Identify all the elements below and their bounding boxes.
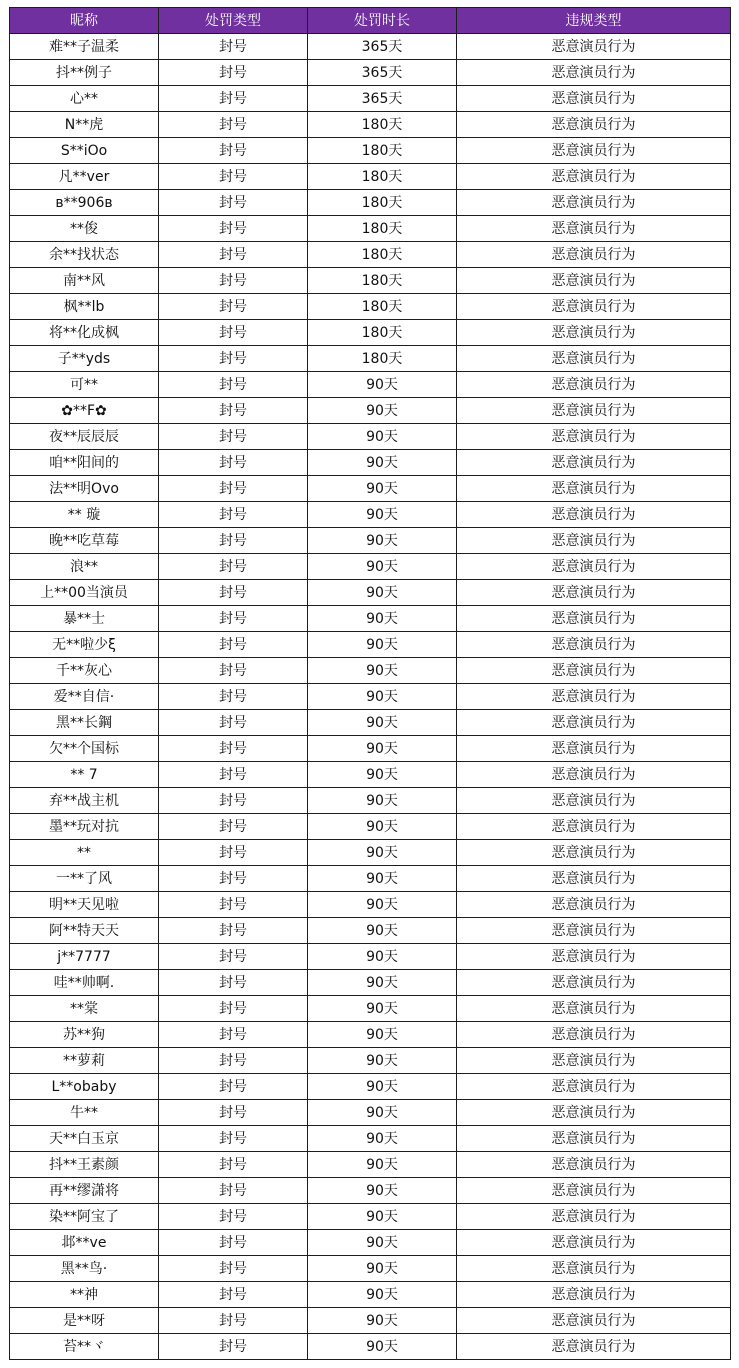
cell-nickname: 黑**长鋼 <box>10 710 159 736</box>
cell-violation-type: 恶意演员行为 <box>457 840 731 866</box>
cell-nickname: **俊 <box>10 216 159 242</box>
header-nickname: 昵称 <box>10 8 159 34</box>
table-row <box>10 1100 731 1126</box>
penalty-table <box>9 7 731 1360</box>
cell-violation-type: 恶意演员行为 <box>457 112 731 138</box>
cell-nickname: 天**白玉京 <box>10 1126 159 1152</box>
cell-nickname: ** 7 <box>10 762 159 788</box>
cell-violation-type: 恶意演员行为 <box>457 1152 731 1178</box>
cell-nickname: 哇**帅啊. <box>10 970 159 996</box>
cell-nickname: ✿**F✿ <box>10 398 159 424</box>
cell-penalty-duration: 90天 <box>308 814 457 840</box>
cell-penalty-type: 封号 <box>159 190 308 216</box>
table-row <box>10 710 731 736</box>
table-row <box>10 996 731 1022</box>
cell-violation-type: 恶意演员行为 <box>457 1022 731 1048</box>
cell-violation-type: 恶意演员行为 <box>457 1204 731 1230</box>
cell-penalty-duration: 90天 <box>308 528 457 554</box>
header-row <box>10 8 731 34</box>
cell-penalty-type: 封号 <box>159 346 308 372</box>
cell-penalty-type: 封号 <box>159 944 308 970</box>
cell-nickname: 爱**自信· <box>10 684 159 710</box>
table-row <box>10 528 731 554</box>
cell-penalty-duration: 90天 <box>308 1100 457 1126</box>
cell-penalty-duration: 90天 <box>308 762 457 788</box>
cell-nickname: 苏**狗 <box>10 1022 159 1048</box>
cell-penalty-duration: 90天 <box>308 892 457 918</box>
cell-penalty-duration: 90天 <box>308 372 457 398</box>
cell-penalty-type: 封号 <box>159 970 308 996</box>
cell-violation-type: 恶意演员行为 <box>457 918 731 944</box>
cell-violation-type: 恶意演员行为 <box>457 866 731 892</box>
cell-penalty-type: 封号 <box>159 580 308 606</box>
cell-violation-type: 恶意演员行为 <box>457 1126 731 1152</box>
cell-penalty-duration: 90天 <box>308 1334 457 1360</box>
cell-penalty-duration: 90天 <box>308 788 457 814</box>
cell-nickname: 再**缪潇将 <box>10 1178 159 1204</box>
cell-nickname: S**iOo <box>10 138 159 164</box>
cell-violation-type: 恶意演员行为 <box>457 658 731 684</box>
cell-penalty-type: 封号 <box>159 606 308 632</box>
cell-violation-type: 恶意演员行为 <box>457 684 731 710</box>
cell-penalty-duration: 90天 <box>308 866 457 892</box>
table-row <box>10 372 731 398</box>
cell-penalty-duration: 90天 <box>308 684 457 710</box>
table-row <box>10 684 731 710</box>
table-row <box>10 450 731 476</box>
cell-penalty-duration: 90天 <box>308 658 457 684</box>
cell-penalty-type: 封号 <box>159 814 308 840</box>
table-row <box>10 320 731 346</box>
cell-violation-type: 恶意演员行为 <box>457 944 731 970</box>
cell-penalty-type: 封号 <box>159 268 308 294</box>
cell-violation-type: 恶意演员行为 <box>457 788 731 814</box>
cell-penalty-type: 封号 <box>159 476 308 502</box>
cell-nickname: 法**明Ovo <box>10 476 159 502</box>
cell-penalty-duration: 90天 <box>308 1152 457 1178</box>
cell-nickname: 浪** <box>10 554 159 580</box>
cell-violation-type: 恶意演员行为 <box>457 346 731 372</box>
cell-penalty-duration: 180天 <box>308 268 457 294</box>
cell-violation-type: 恶意演员行为 <box>457 164 731 190</box>
cell-penalty-type: 封号 <box>159 242 308 268</box>
cell-penalty-type: 封号 <box>159 554 308 580</box>
cell-penalty-type: 封号 <box>159 1100 308 1126</box>
header-violation-type: 违规类型 <box>457 8 731 34</box>
cell-penalty-duration: 90天 <box>308 996 457 1022</box>
cell-penalty-type: 封号 <box>159 1334 308 1360</box>
cell-nickname: 难**子温柔 <box>10 34 159 60</box>
cell-violation-type: 恶意演员行为 <box>457 1100 731 1126</box>
cell-nickname: 千**灰心 <box>10 658 159 684</box>
cell-penalty-duration: 90天 <box>308 1126 457 1152</box>
cell-violation-type: 恶意演员行为 <box>457 372 731 398</box>
cell-penalty-type: 封号 <box>159 1230 308 1256</box>
table-row <box>10 268 731 294</box>
cell-nickname: 明**天见啦 <box>10 892 159 918</box>
cell-penalty-type: 封号 <box>159 892 308 918</box>
cell-penalty-type: 封号 <box>159 424 308 450</box>
table-header <box>10 8 731 34</box>
cell-penalty-duration: 180天 <box>308 138 457 164</box>
cell-violation-type: 恶意演员行为 <box>457 1178 731 1204</box>
table-row <box>10 788 731 814</box>
table-row <box>10 814 731 840</box>
table-row <box>10 554 731 580</box>
cell-penalty-duration: 90天 <box>308 1204 457 1230</box>
cell-nickname: 将**化成枫 <box>10 320 159 346</box>
cell-violation-type: 恶意演员行为 <box>457 1230 731 1256</box>
cell-violation-type: 恶意演员行为 <box>457 996 731 1022</box>
cell-violation-type: 恶意演员行为 <box>457 1074 731 1100</box>
table-row <box>10 1178 731 1204</box>
cell-penalty-type: 封号 <box>159 632 308 658</box>
cell-violation-type: 恶意演员行为 <box>457 242 731 268</box>
table-row <box>10 1282 731 1308</box>
table-row <box>10 164 731 190</box>
cell-violation-type: 恶意演员行为 <box>457 970 731 996</box>
cell-penalty-type: 封号 <box>159 502 308 528</box>
table-row <box>10 606 731 632</box>
cell-penalty-type: 封号 <box>159 112 308 138</box>
cell-nickname: L**obaby <box>10 1074 159 1100</box>
table-row <box>10 34 731 60</box>
cell-penalty-type: 封号 <box>159 320 308 346</box>
cell-penalty-type: 封号 <box>159 1048 308 1074</box>
cell-nickname: 邶**ve <box>10 1230 159 1256</box>
cell-penalty-type: 封号 <box>159 34 308 60</box>
table-body <box>10 34 731 1360</box>
cell-nickname: 上**00当演员 <box>10 580 159 606</box>
table-row <box>10 1126 731 1152</box>
table-row <box>10 112 731 138</box>
table-row <box>10 398 731 424</box>
header-penalty-type: 处罚类型 <box>159 8 308 34</box>
cell-nickname: 心** <box>10 86 159 112</box>
cell-penalty-duration: 90天 <box>308 1282 457 1308</box>
cell-penalty-duration: 90天 <box>308 580 457 606</box>
cell-penalty-type: 封号 <box>159 528 308 554</box>
table-row <box>10 424 731 450</box>
cell-violation-type: 恶意演员行为 <box>457 476 731 502</box>
cell-nickname: ** 璇 <box>10 502 159 528</box>
table-row <box>10 1334 731 1360</box>
cell-penalty-duration: 90天 <box>308 918 457 944</box>
cell-violation-type: 恶意演员行为 <box>457 294 731 320</box>
cell-penalty-type: 封号 <box>159 918 308 944</box>
cell-nickname: 夜**辰辰辰 <box>10 424 159 450</box>
cell-violation-type: 恶意演员行为 <box>457 710 731 736</box>
cell-penalty-type: 封号 <box>159 840 308 866</box>
cell-penalty-type: 封号 <box>159 1074 308 1100</box>
cell-violation-type: 恶意演员行为 <box>457 554 731 580</box>
cell-penalty-type: 封号 <box>159 86 308 112</box>
cell-violation-type: 恶意演员行为 <box>457 762 731 788</box>
cell-penalty-duration: 365天 <box>308 86 457 112</box>
cell-nickname: **神 <box>10 1282 159 1308</box>
table-row <box>10 1256 731 1282</box>
cell-violation-type: 恶意演员行为 <box>457 580 731 606</box>
cell-violation-type: 恶意演员行为 <box>457 216 731 242</box>
cell-penalty-duration: 180天 <box>308 294 457 320</box>
cell-penalty-type: 封号 <box>159 1126 308 1152</box>
cell-penalty-duration: 365天 <box>308 34 457 60</box>
cell-nickname: 无**啦少ξ <box>10 632 159 658</box>
cell-penalty-type: 封号 <box>159 866 308 892</box>
table-row <box>10 840 731 866</box>
cell-violation-type: 恶意演员行为 <box>457 1048 731 1074</box>
cell-penalty-type: 封号 <box>159 372 308 398</box>
cell-penalty-type: 封号 <box>159 710 308 736</box>
table-row <box>10 1022 731 1048</box>
cell-violation-type: 恶意演员行为 <box>457 892 731 918</box>
cell-violation-type: 恶意演员行为 <box>457 606 731 632</box>
table-row <box>10 580 731 606</box>
table-row <box>10 216 731 242</box>
cell-penalty-type: 封号 <box>159 1256 308 1282</box>
cell-violation-type: 恶意演员行为 <box>457 268 731 294</box>
table-row <box>10 1308 731 1334</box>
table-row <box>10 892 731 918</box>
cell-penalty-duration: 180天 <box>308 346 457 372</box>
penalty-table-container <box>9 7 730 1360</box>
cell-penalty-duration: 90天 <box>308 398 457 424</box>
cell-penalty-type: 封号 <box>159 450 308 476</box>
table-row <box>10 190 731 216</box>
cell-nickname: N**虎 <box>10 112 159 138</box>
table-row <box>10 294 731 320</box>
cell-violation-type: 恶意演员行为 <box>457 1308 731 1334</box>
table-row <box>10 1074 731 1100</box>
cell-nickname: 可** <box>10 372 159 398</box>
cell-nickname: 晚**吃草莓 <box>10 528 159 554</box>
cell-penalty-duration: 180天 <box>308 112 457 138</box>
table-row <box>10 138 731 164</box>
cell-penalty-duration: 90天 <box>308 606 457 632</box>
cell-penalty-duration: 90天 <box>308 1048 457 1074</box>
cell-nickname: j**7777 <box>10 944 159 970</box>
cell-violation-type: 恶意演员行为 <box>457 1334 731 1360</box>
cell-violation-type: 恶意演员行为 <box>457 502 731 528</box>
cell-violation-type: 恶意演员行为 <box>457 814 731 840</box>
cell-nickname: 染**阿宝了 <box>10 1204 159 1230</box>
cell-nickname: 苔**ヾ <box>10 1334 159 1360</box>
cell-penalty-duration: 90天 <box>308 970 457 996</box>
cell-violation-type: 恶意演员行为 <box>457 424 731 450</box>
header-penalty-duration: 处罚时长 <box>308 8 457 34</box>
table-row <box>10 866 731 892</box>
cell-penalty-duration: 90天 <box>308 476 457 502</box>
table-row <box>10 242 731 268</box>
table-row <box>10 1204 731 1230</box>
cell-nickname: 抖**王素颜 <box>10 1152 159 1178</box>
cell-penalty-duration: 90天 <box>308 632 457 658</box>
cell-nickname: **萝莉 <box>10 1048 159 1074</box>
cell-violation-type: 恶意演员行为 <box>457 736 731 762</box>
cell-nickname: 弃**战主机 <box>10 788 159 814</box>
cell-penalty-duration: 365天 <box>308 60 457 86</box>
cell-violation-type: 恶意演员行为 <box>457 190 731 216</box>
cell-penalty-type: 封号 <box>159 1282 308 1308</box>
table-row <box>10 346 731 372</box>
cell-nickname: 抖**例子 <box>10 60 159 86</box>
cell-nickname: 余**找状态 <box>10 242 159 268</box>
cell-nickname: 一**了风 <box>10 866 159 892</box>
cell-penalty-duration: 90天 <box>308 710 457 736</box>
cell-penalty-type: 封号 <box>159 1152 308 1178</box>
cell-penalty-type: 封号 <box>159 762 308 788</box>
cell-penalty-duration: 90天 <box>308 1230 457 1256</box>
cell-nickname: 凡**ver <box>10 164 159 190</box>
table-row <box>10 736 731 762</box>
table-row <box>10 762 731 788</box>
table-row <box>10 632 731 658</box>
cell-penalty-duration: 90天 <box>308 736 457 762</box>
cell-penalty-duration: 90天 <box>308 502 457 528</box>
cell-penalty-type: 封号 <box>159 996 308 1022</box>
cell-penalty-type: 封号 <box>159 1308 308 1334</box>
cell-penalty-duration: 90天 <box>308 1074 457 1100</box>
cell-penalty-duration: 90天 <box>308 944 457 970</box>
cell-penalty-duration: 90天 <box>308 1308 457 1334</box>
cell-penalty-type: 封号 <box>159 294 308 320</box>
table-row <box>10 502 731 528</box>
cell-violation-type: 恶意演员行为 <box>457 528 731 554</box>
cell-nickname: ** <box>10 840 159 866</box>
cell-penalty-type: 封号 <box>159 1022 308 1048</box>
table-row <box>10 970 731 996</box>
cell-penalty-duration: 90天 <box>308 840 457 866</box>
table-row <box>10 1048 731 1074</box>
cell-penalty-type: 封号 <box>159 684 308 710</box>
cell-penalty-duration: 90天 <box>308 1256 457 1282</box>
cell-penalty-type: 封号 <box>159 1204 308 1230</box>
cell-violation-type: 恶意演员行为 <box>457 138 731 164</box>
cell-penalty-duration: 180天 <box>308 164 457 190</box>
cell-violation-type: 恶意演员行为 <box>457 632 731 658</box>
table-row <box>10 1230 731 1256</box>
cell-violation-type: 恶意演员行为 <box>457 60 731 86</box>
cell-penalty-type: 封号 <box>159 60 308 86</box>
table-row <box>10 476 731 502</box>
cell-penalty-type: 封号 <box>159 164 308 190</box>
table-row <box>10 658 731 684</box>
cell-penalty-type: 封号 <box>159 138 308 164</box>
cell-violation-type: 恶意演员行为 <box>457 398 731 424</box>
cell-violation-type: 恶意演员行为 <box>457 86 731 112</box>
cell-penalty-duration: 90天 <box>308 554 457 580</box>
cell-nickname: 是**呀 <box>10 1308 159 1334</box>
cell-nickname: 子**yds <box>10 346 159 372</box>
cell-penalty-duration: 90天 <box>308 1178 457 1204</box>
cell-nickname: в**906в <box>10 190 159 216</box>
cell-violation-type: 恶意演员行为 <box>457 1256 731 1282</box>
table-row <box>10 1152 731 1178</box>
cell-nickname: 墨**玩对抗 <box>10 814 159 840</box>
cell-penalty-type: 封号 <box>159 398 308 424</box>
cell-penalty-duration: 180天 <box>308 190 457 216</box>
cell-violation-type: 恶意演员行为 <box>457 320 731 346</box>
cell-nickname: 欠**个国标 <box>10 736 159 762</box>
cell-penalty-duration: 90天 <box>308 424 457 450</box>
cell-violation-type: 恶意演员行为 <box>457 34 731 60</box>
cell-nickname: 黑**鸟· <box>10 1256 159 1282</box>
table-row <box>10 918 731 944</box>
cell-penalty-type: 封号 <box>159 736 308 762</box>
cell-penalty-duration: 180天 <box>308 320 457 346</box>
cell-violation-type: 恶意演员行为 <box>457 450 731 476</box>
cell-nickname: 阿**特天天 <box>10 918 159 944</box>
cell-nickname: 牛** <box>10 1100 159 1126</box>
table-row <box>10 944 731 970</box>
cell-violation-type: 恶意演员行为 <box>457 1282 731 1308</box>
cell-penalty-duration: 90天 <box>308 450 457 476</box>
cell-nickname: 枫**lb <box>10 294 159 320</box>
table-row <box>10 60 731 86</box>
table-row <box>10 86 731 112</box>
cell-penalty-duration: 180天 <box>308 216 457 242</box>
cell-nickname: 南**风 <box>10 268 159 294</box>
cell-nickname: 暴**士 <box>10 606 159 632</box>
cell-penalty-type: 封号 <box>159 658 308 684</box>
cell-penalty-type: 封号 <box>159 216 308 242</box>
cell-nickname: 咱**阳间的 <box>10 450 159 476</box>
cell-penalty-duration: 180天 <box>308 242 457 268</box>
cell-penalty-type: 封号 <box>159 788 308 814</box>
cell-nickname: **棠 <box>10 996 159 1022</box>
cell-penalty-type: 封号 <box>159 1178 308 1204</box>
cell-penalty-duration: 90天 <box>308 1022 457 1048</box>
